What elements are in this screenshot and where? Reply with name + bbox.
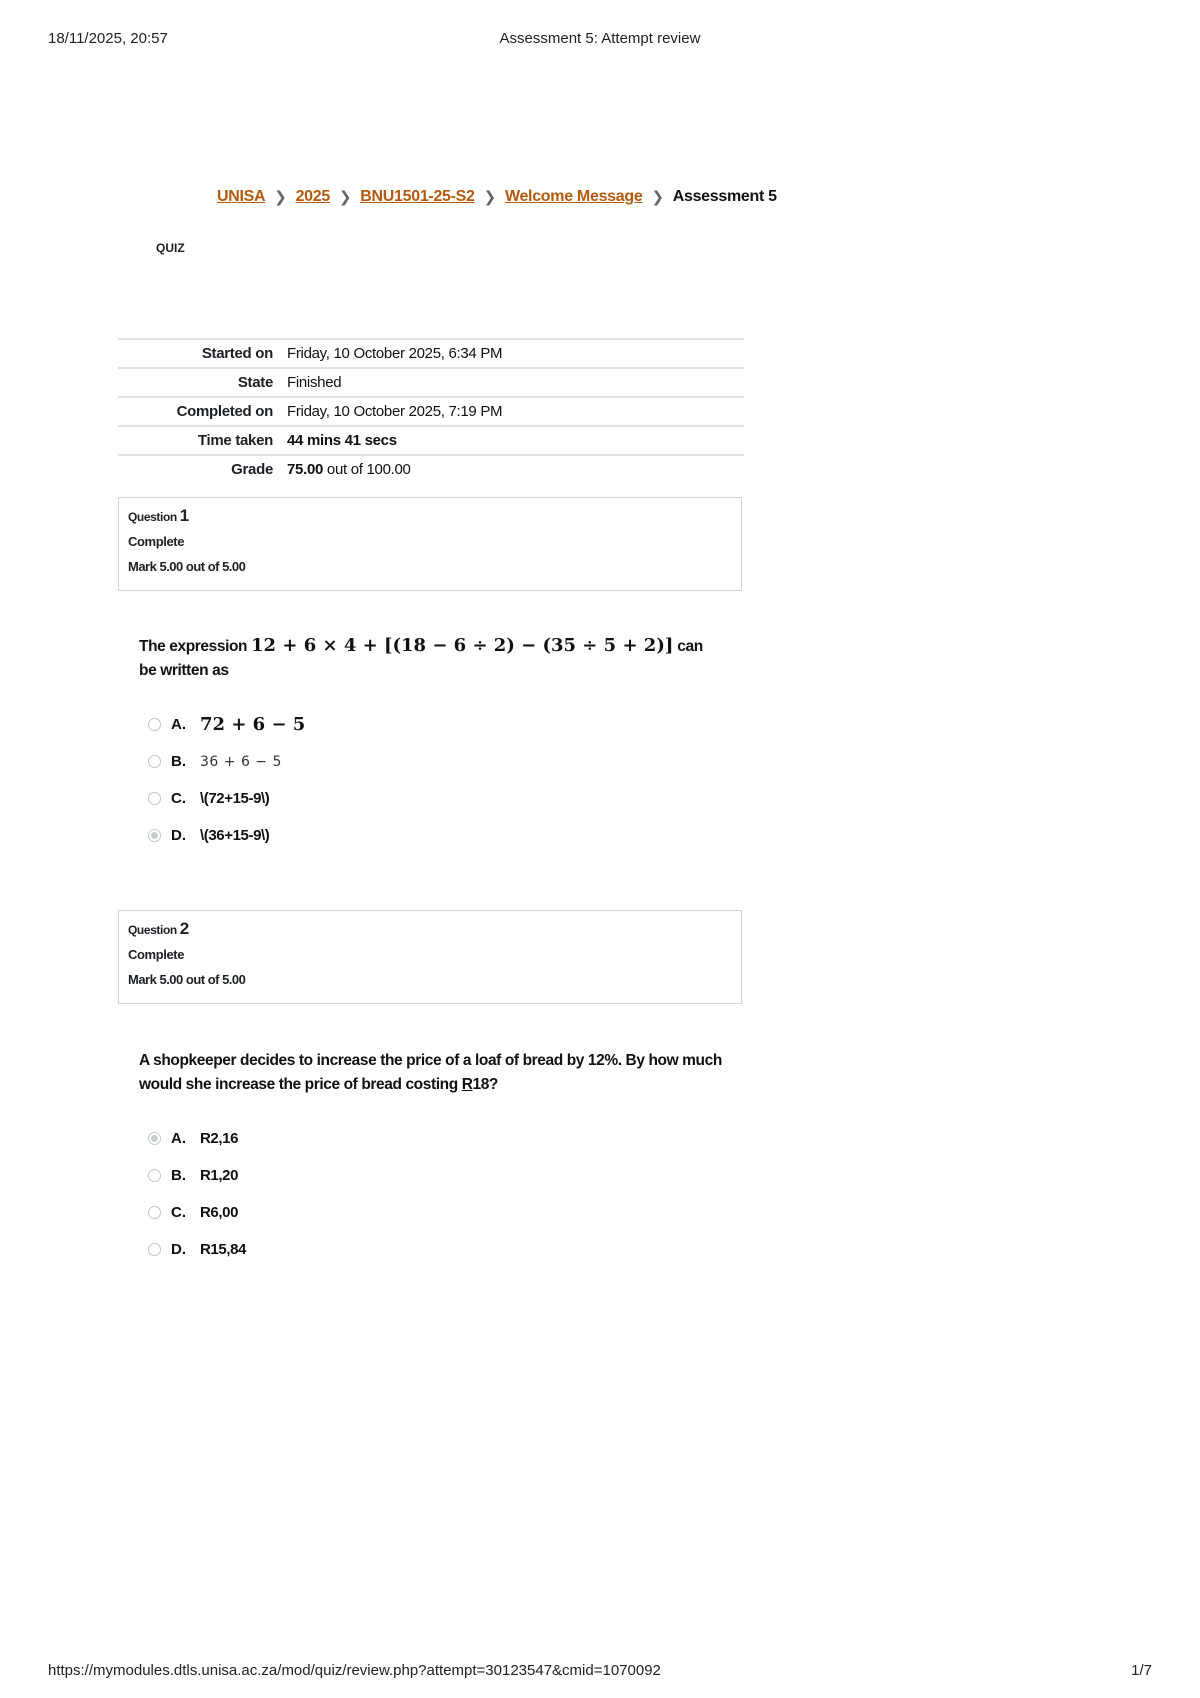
answer-text: R6,00 bbox=[200, 1204, 239, 1221]
print-title: Assessment 5: Attempt review bbox=[499, 30, 701, 47]
summary-label: Completed on bbox=[118, 397, 280, 426]
answer-letter: B. bbox=[171, 1167, 186, 1184]
summary-label: Time taken bbox=[118, 426, 280, 455]
radio-button[interactable] bbox=[148, 1206, 161, 1219]
radio-button[interactable] bbox=[148, 792, 161, 805]
answer-text: \(72+15-9\) bbox=[200, 790, 270, 807]
radio-button[interactable] bbox=[148, 1243, 161, 1256]
summary-value: Friday, 10 October 2025, 6:34 PM bbox=[280, 339, 744, 368]
print-page-number: 1/7 bbox=[1131, 1662, 1152, 1679]
summary-row bbox=[118, 426, 744, 455]
summary-value: 44 mins 41 secs bbox=[280, 426, 744, 455]
grade-value: 75.00 bbox=[287, 461, 324, 478]
answer-letter: B. bbox=[171, 753, 186, 770]
question-state: Complete bbox=[128, 947, 185, 962]
answer-letter: C. bbox=[171, 790, 186, 807]
question-text-part: A shopkeeper decides to increase the price of a loaf of bread by 12%. By how much would she increase the price of bread costing bbox=[139, 1052, 722, 1093]
answer-letter: A. bbox=[171, 716, 186, 733]
question-mark: Mark 5.00 out of 5.00 bbox=[128, 972, 246, 987]
radio-button[interactable] bbox=[148, 1169, 161, 1182]
question-prefix: Question bbox=[128, 510, 177, 524]
question-text-part: The expression bbox=[139, 638, 248, 655]
summary-row bbox=[118, 368, 744, 397]
breadcrumb-link-course[interactable]: BNU1501-25-S2 bbox=[360, 188, 475, 205]
breadcrumb-link-unisa[interactable]: UNISA bbox=[217, 188, 266, 205]
answer-option-selected[interactable] bbox=[148, 1120, 246, 1157]
attempt-summary-table bbox=[118, 338, 744, 483]
answer-letter: D. bbox=[171, 827, 186, 844]
answer-option[interactable] bbox=[148, 743, 305, 780]
answer-text: R2,16 bbox=[200, 1130, 239, 1147]
question-info-box bbox=[118, 497, 742, 591]
breadcrumb bbox=[217, 188, 777, 206]
chevron-right-icon: ❯ bbox=[338, 189, 352, 206]
answer-option[interactable] bbox=[148, 706, 305, 743]
question-mark: Mark 5.00 out of 5.00 bbox=[128, 559, 246, 574]
breadcrumb-link-section[interactable]: Welcome Message bbox=[504, 188, 643, 205]
answer-letter: A. bbox=[171, 1130, 186, 1147]
summary-label: State bbox=[118, 368, 280, 397]
question-text bbox=[139, 1049, 729, 1097]
answer-option[interactable] bbox=[148, 780, 305, 817]
print-header bbox=[48, 30, 1152, 52]
question-text-underlined: R bbox=[461, 1076, 473, 1093]
summary-label: Grade bbox=[118, 455, 280, 483]
print-url: https://mymodules.dtls.unisa.ac.za/mod/quiz/review.php?attempt=30123547&cmid=1070092 bbox=[48, 1662, 661, 1679]
activity-type-label: QUIZ bbox=[156, 241, 185, 255]
print-footer bbox=[48, 1662, 1152, 1684]
summary-row bbox=[118, 339, 744, 368]
question-number bbox=[128, 919, 732, 939]
question-info-box bbox=[118, 910, 742, 1004]
breadcrumb-current: Assessment 5 bbox=[672, 188, 777, 205]
answer-option[interactable] bbox=[148, 1157, 246, 1194]
breadcrumb-link-year[interactable]: 2025 bbox=[295, 188, 330, 205]
answer-option[interactable] bbox=[148, 1194, 246, 1231]
question-state: Complete bbox=[128, 534, 185, 549]
question-number bbox=[128, 506, 732, 526]
chevron-right-icon: ❯ bbox=[483, 189, 496, 206]
answer-text: 36 + 6 − 5 bbox=[200, 753, 282, 770]
summary-grade bbox=[280, 455, 744, 483]
question-text-part: can be written as bbox=[139, 638, 703, 679]
answer-option[interactable] bbox=[148, 1231, 246, 1268]
answer-options bbox=[148, 706, 305, 854]
summary-label: Started on bbox=[118, 339, 280, 368]
chevron-right-icon: ❯ bbox=[274, 189, 287, 206]
answer-letter: D. bbox=[171, 1241, 186, 1258]
radio-button-checked[interactable] bbox=[148, 1132, 161, 1145]
answer-text: R1,20 bbox=[200, 1167, 239, 1184]
radio-button-checked[interactable] bbox=[148, 829, 161, 842]
question-number-value: 2 bbox=[179, 919, 189, 938]
answer-text: R15,84 bbox=[200, 1241, 246, 1258]
question-math-expression: 12 + 6 × 4 + [(18 − 6 ÷ 2) − (35 ÷ 5 + 2)] bbox=[251, 635, 674, 656]
question-number-value: 1 bbox=[179, 506, 189, 525]
summary-row bbox=[118, 397, 744, 426]
summary-value: Friday, 10 October 2025, 7:19 PM bbox=[280, 397, 744, 426]
question-prefix: Question bbox=[128, 923, 177, 937]
radio-button[interactable] bbox=[148, 755, 161, 768]
print-datetime: 18/11/2025, 20:57 bbox=[48, 30, 168, 47]
grade-suffix: out of 100.00 bbox=[326, 461, 411, 478]
summary-value: Finished bbox=[280, 368, 744, 397]
question-text bbox=[139, 634, 719, 683]
answer-letter: C. bbox=[171, 1204, 186, 1221]
answer-option-selected[interactable] bbox=[148, 817, 305, 854]
answer-text: \(36+15-9\) bbox=[200, 827, 270, 844]
summary-row-grade bbox=[118, 455, 744, 483]
answer-text: 72 + 6 − 5 bbox=[200, 714, 306, 735]
question-text-part: 18? bbox=[472, 1076, 498, 1093]
radio-button[interactable] bbox=[148, 718, 161, 731]
chevron-right-icon: ❯ bbox=[651, 189, 664, 206]
answer-options bbox=[148, 1120, 246, 1268]
